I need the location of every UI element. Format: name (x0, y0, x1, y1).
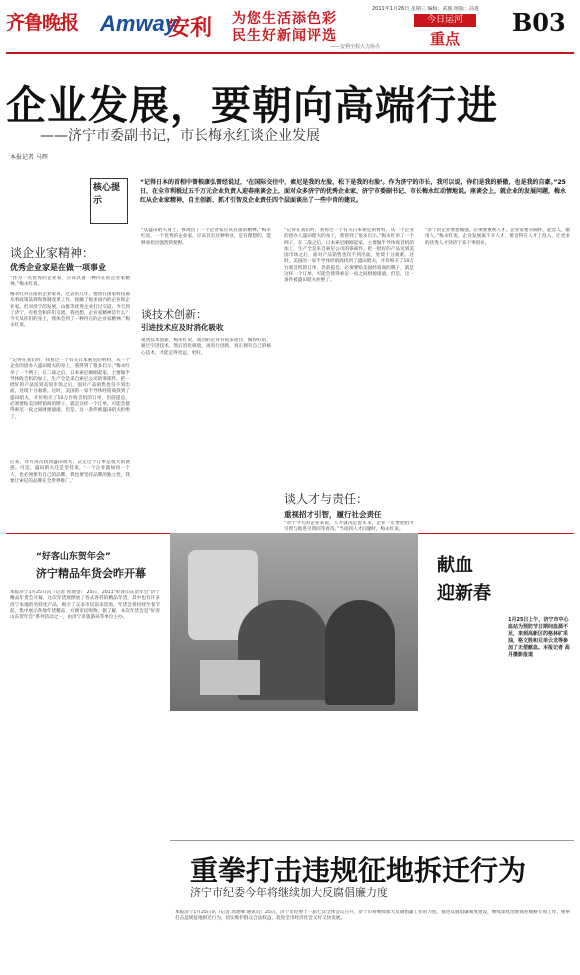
highlight-label: 核心提示 (93, 183, 121, 206)
photo-story-title-line1: 献血 (437, 555, 473, 576)
bottom-subhead: 济宁市纪委今年将继续加大反腐倡廉力度 (190, 886, 388, 899)
main-headline: 企业发展，要朝向高端行进 (6, 82, 498, 129)
section3-subtitle: 重视招才引智，履行社会责任 (284, 510, 382, 519)
lead-paragraph: “记得日本的首相中曾根康弘曾经说过，‘在国际交往中，索尼是我的左脸，松下是我的右脸’。作为济宁的市长，我可以说，你们是我的骄傲，也是我的自豪。”25日，在全市利税过五千万元企业负责人迎春座谈会上，面对众多济宁的优秀企业家，济宁市委副书记、市长梅永红动情地说。座谈会上，就企业的发展问题，梅永红从企业家精神、自主创新、抓才引智及企业责任四个层面谈出了一些中肯的建议。 (140, 179, 567, 204)
ad-brand-logo: Amway (100, 11, 178, 36)
ad-slogan-sub: ——安利全程大力协办 (330, 44, 381, 50)
section2-subtitle: 引进技术应及时消化吸收 (141, 323, 224, 332)
photo-caption: 1月25日上午，济宁市中心血站为预防节日期间血源不足，来到高新区的格林矿采油，格文胜和兄弟云龙等参加了无偿献血。本报记者 高月摄影报道 (508, 617, 570, 658)
today-section-tab: 今日运河 (414, 14, 476, 27)
photo-person (325, 600, 395, 705)
ad-brand-cn: 安利 (168, 15, 213, 41)
page-number: B03 (512, 8, 566, 37)
section1-paragraph: “记得在我们时，我看过一个有关日本索尼的材料，从一个企业的创办人盛田昭夫的身上，我得到了很多启示。”梅永红举了一个例子，在二战之后，日本索尼刚刚起家，主要做半导体收音机的加工，生产全是来自索尼公司的零部件。把一批好的产品送到美国市场之后，面对产品销售也仅不到出面，处境十分艰难。这时，美国的一家半导体经销商找到了盛田昭夫，开价购买了10万台收音机的订单，但前提是，必须要贴美国经销商的牌子，就是这样一个订单，可能会使得索尼一夜之间财源滚滚，但是，这一条件被盛田昭夫拒绝了。 (10, 358, 130, 420)
ad-slogan-line2: 民生好新闻评选 (232, 28, 337, 44)
section2-title: 谈技术创新： (141, 308, 207, 321)
newspaper-logo: 齐鲁晚报 (6, 12, 79, 34)
section2-continued: “记得在我们时，我看过一个有关日本索尼的材料，从一个企业的创办人盛田昭夫的身上，我得到了很多启示。”梅永红举了一个例子，在二战之后，日本索尼刚刚起家，主要做半导体收音机的加工，生产全是来自索尼公司的零部件。把一批好的产品送到美国市场之后，面对产品销售也仅不到出面，处境十分艰难。这时，美国的一家半导体经销商找到了盛田昭夫，开价购买了10万台收音机的订单，但前提是，必须要贴美国经销商的牌子，就是这样一个订单，可能会使得索尼一夜之间财源滚滚，但是，这一条件被盛田昭夫拒绝了。 (284, 228, 414, 284)
byline: 本报记者 马辉 (10, 154, 48, 161)
section3-paragraph: “对于今天的企业来说，人才就决定着未来，企业一定要把招才引智与推进引资同等看待。”当谈到人才问题时，梅永红说。 (284, 521, 414, 533)
section1-title: 谈企业家精神： (10, 246, 95, 260)
date-line: 2011年1月26日 星期三 编辑：武俊 组版：高进 (372, 6, 480, 12)
section1-paragraph: “作为一名优秀的企业家，应该具备一种内在的企业家精神。”梅永红说。 (10, 276, 130, 288)
bottom-headline: 重拳打击违规征地拆迁行为 (190, 854, 527, 887)
section2-paragraph: “从盛田昭夫身上，体现出了一个企业家应该具备的精神。”梅永红说，一个优秀的企业家，应该具有这种事业，是有理想的，能够承担出强烈的使野。 (141, 228, 271, 246)
section1-paragraph: 梅永红对在座的企业家说，过去的几年，他曾在国家科技部从事政策法规和体制改革工作，接触了很多国内的企业和企业家。但对济宁的发展，山推等优秀企业打过交道。今天到了济宁，有机会和你们交流，我也想，企业家精神是什么？今天从你们的身上，我体会到了一种内在的企业家精神。”梅永红说。 (10, 292, 130, 329)
section3-title: 谈人才与责任： (284, 492, 369, 506)
photo-object (200, 660, 260, 695)
ad-slogan-line1: 为您生活添色彩 (232, 11, 337, 27)
section1-subtitle: 优秀企业家是在做一项事业 (10, 263, 106, 272)
masthead-divider (6, 52, 574, 54)
side-news-title: 济宁精品年货会昨开幕 (36, 567, 146, 580)
side-news-kicker: “好客山东贺年会” (36, 552, 111, 562)
section1-paragraph: 后来，对方再次找到盛田昭夫，认定这个订单是很大的诱惑。可是，盛田昭夫还是坚持说，‘一个企业就如同一个人，也必须要有自己的品牌，我也要坚持品牌的独立性，我要让索尼的品牌在全世界推广。’ (10, 460, 130, 484)
photo-story-title-line2: 迎新春 (437, 583, 491, 604)
section2-paragraph: 谈到技术创新，梅永红说，成功的企业有很多途径，做得好的，通过引进技术，然后消化吸收，再进行创新，真正拥有自己的核心技术，才能走得更远、更好。 (141, 338, 271, 356)
section-name: 重点 (429, 30, 460, 48)
side-news-body: 本报济宁1月25日讯（记者 曾现金） 25日，2011“好客山东贺年会”济宁精品年货会开幕，这次年货展摆放了各式各样的精品年货，其中也有许多济宁本地的名特优产品，吸引了众多市民前来选购。年货会将持续至春节前，集中展示各地年货精品，方便市民购物。据了解，本次年货会是“好客山东贺年会”系列活动之一，由济宁市旅游局等单位主办。 (10, 590, 160, 621)
section3-paragraph: “济宁的企业要想做强，必须要重视人才。企业家要有胸怀，能容人，敢用人。”梅永红说，企业发展离不开人才，要舍得在人才上投入，让更多的优秀人才到济宁来干事创业。 (425, 228, 570, 246)
bottom-divider (170, 840, 574, 841)
main-subhead: ——济宁市委副书记，市长梅永红谈企业发展 (40, 128, 320, 144)
bottom-article-body: 本报济宁1月25日讯（记者 高建峰 通讯员）25日，济宁市纪委十一届七次全体会议召开，济宁市将继续加大反腐倡廉工作的力度，推进反腐倡廉制度建设，继续深化治理商业贿赂专项工作，重拳打击违规征地拆迁行为，切实维护群众合法权益，促进全市经济社会又好又快发展。 (175, 910, 570, 922)
